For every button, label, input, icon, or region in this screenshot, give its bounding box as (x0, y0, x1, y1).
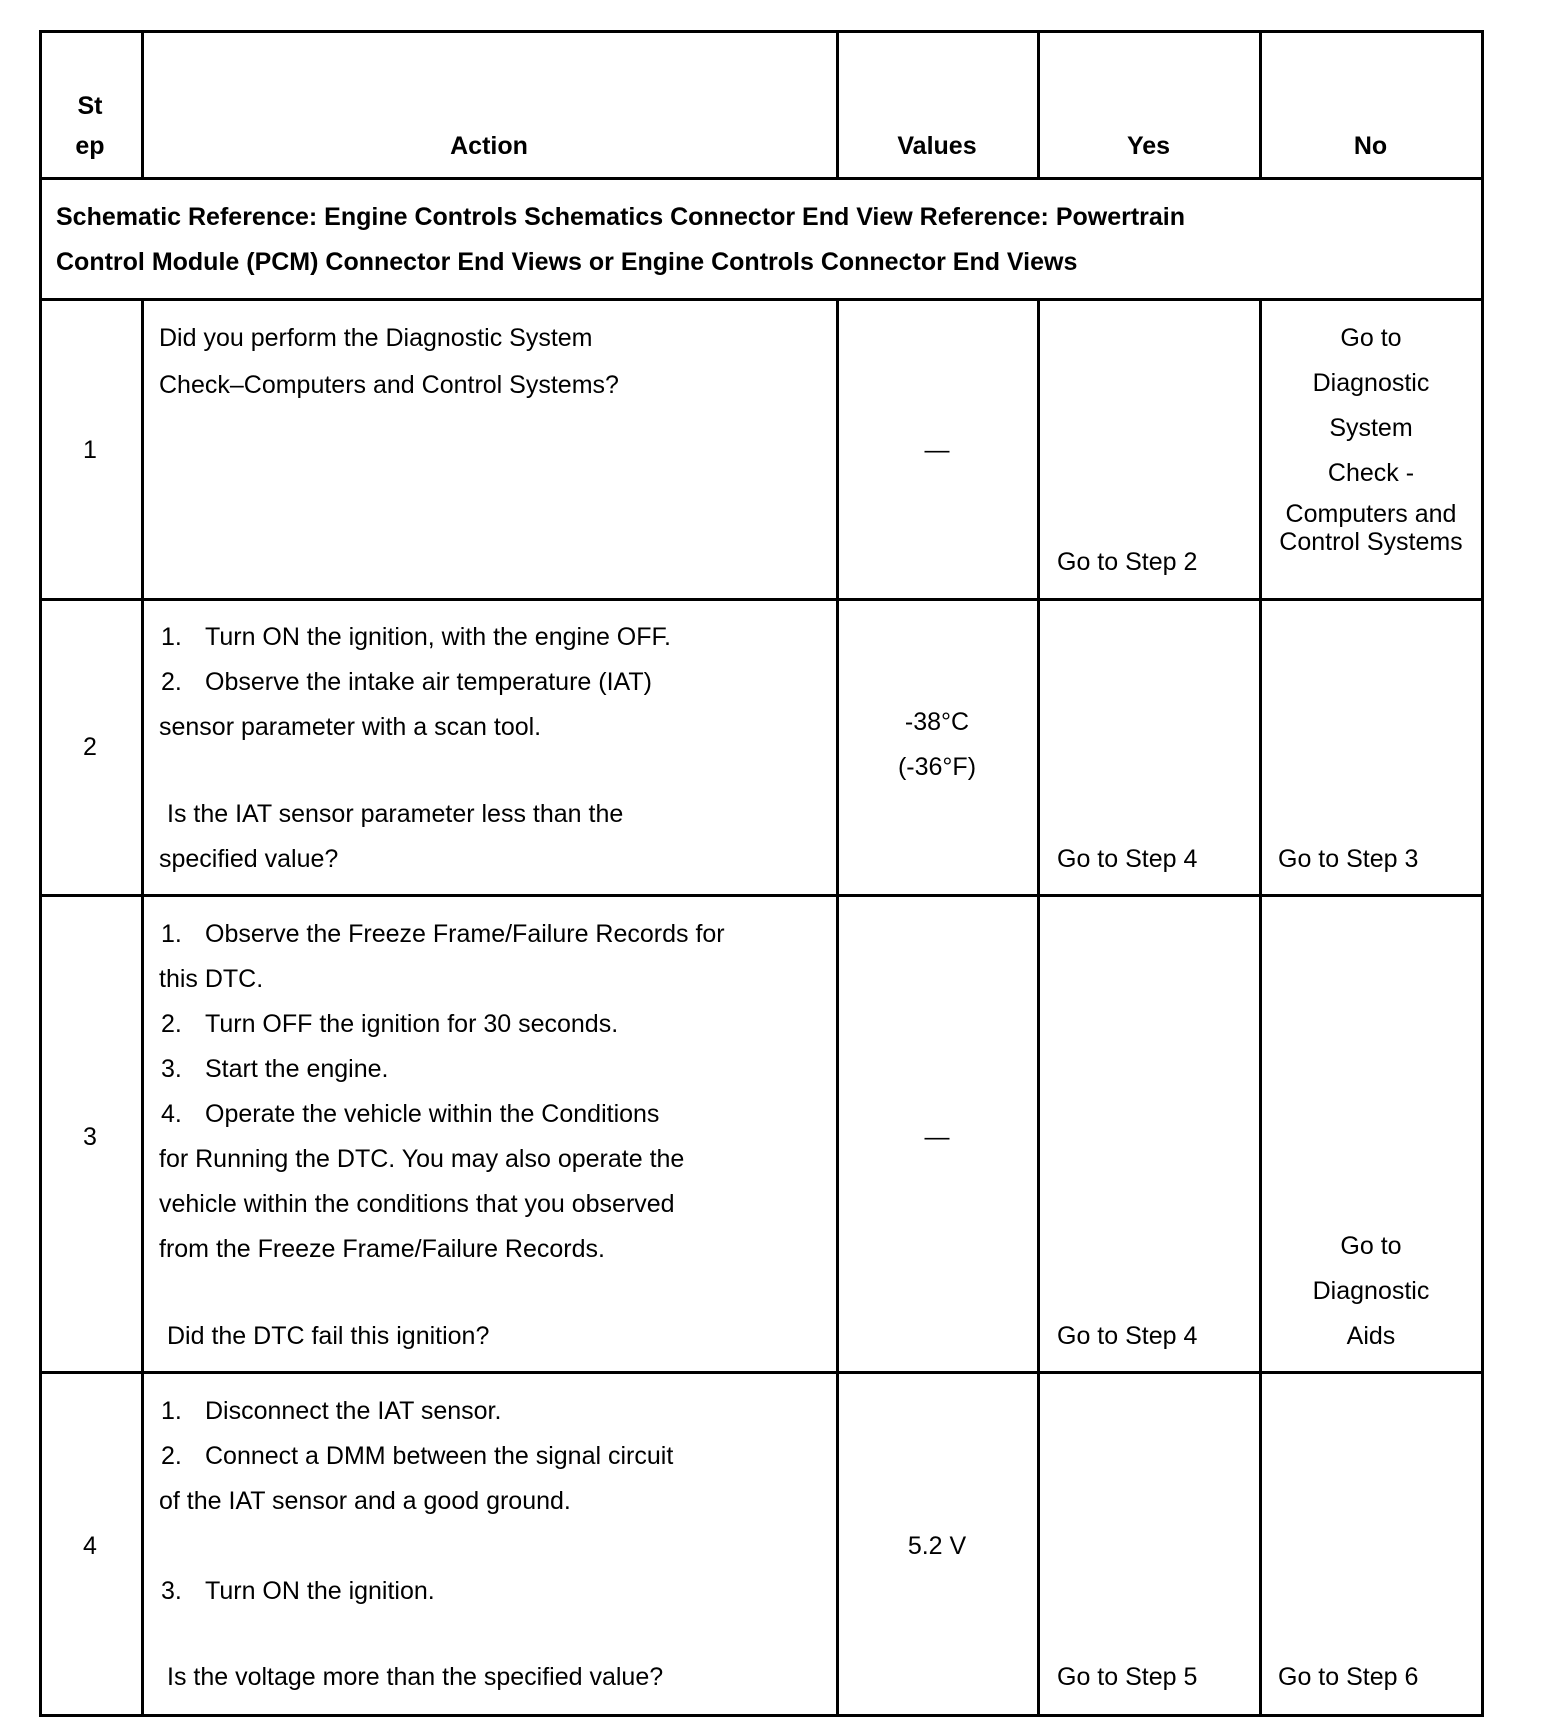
row-divider (39, 894, 1484, 897)
action-text: this DTC. (159, 965, 264, 993)
header-no: No (1353, 132, 1388, 160)
header-values: Values (897, 132, 977, 160)
header-step (44, 86, 136, 166)
col-divider (1037, 298, 1040, 1717)
action-text: sensor parameter with a scan tool. (159, 713, 542, 741)
item-text: Observe the intake air temperature (IAT) (205, 668, 652, 696)
col-divider (141, 298, 144, 1717)
action-item (153, 615, 671, 660)
action-item (153, 1002, 618, 1047)
header-yes: Yes (1126, 132, 1171, 160)
step-number: 3 (83, 1123, 97, 1151)
action-item (153, 660, 652, 705)
no-link-line: Go to (1340, 1232, 1402, 1260)
no-link-line: Control Systems (1279, 528, 1463, 556)
table-border-bottom (39, 1714, 1484, 1717)
question-text: Did the DTC fail this ignition? (167, 1322, 490, 1350)
item-number: 2. (161, 1442, 182, 1470)
no-link-line: Aids (1346, 1322, 1396, 1350)
item-text: Turn ON the ignition, with the engine OFF. (205, 623, 671, 651)
row-divider (39, 1371, 1484, 1374)
action-text: for Running the DTC. You may also operate the (159, 1145, 685, 1173)
step-number: 2 (83, 733, 97, 761)
yes-link[interactable]: Go to Step 2 (1057, 548, 1198, 576)
yes-link[interactable]: Go to Step 5 (1057, 1663, 1198, 1691)
action-item (153, 1092, 659, 1137)
value-text: — (924, 1123, 950, 1151)
value-text: (-36°F) (897, 753, 977, 781)
item-text: Operate the vehicle within the Conditions (205, 1100, 660, 1128)
table-border-top (39, 30, 1484, 33)
step-number: 4 (83, 1532, 97, 1560)
yes-link[interactable]: Go to Step 4 (1057, 1322, 1198, 1350)
action-text: from the Freeze Frame/Failure Records. (159, 1235, 605, 1263)
item-text: Connect a DMM between the signal circuit (205, 1442, 674, 1470)
action-item (153, 912, 725, 957)
question-text: Is the voltage more than the specified value? (167, 1663, 664, 1691)
diagnostic-table (39, 30, 1484, 1717)
action-text: Did you perform the Diagnostic System (159, 324, 593, 352)
action-item (153, 1434, 673, 1479)
action-text: Check–Computers and Control Systems? (159, 371, 619, 399)
no-link[interactable]: Go to Step 3 (1278, 845, 1419, 873)
yes-link[interactable]: Go to Step 4 (1057, 845, 1198, 873)
action-item (153, 1389, 501, 1434)
no-link-line: Go to (1340, 324, 1402, 352)
row-divider (39, 598, 1484, 601)
item-text: Turn OFF the ignition for 30 seconds. (205, 1010, 619, 1038)
value-text: 5.2 V (907, 1532, 967, 1560)
table-border-right (1481, 30, 1484, 1717)
question-text: specified value? (159, 845, 339, 873)
item-text: Start the engine. (205, 1055, 389, 1083)
action-item (153, 1569, 435, 1614)
header-action: Action (450, 132, 528, 160)
item-number: 1. (161, 1397, 182, 1425)
action-text: vehicle within the conditions that you observed (159, 1190, 675, 1218)
no-link-line: Diagnostic (1312, 1277, 1430, 1305)
reference-line2: Control Module (PCM) Connector End Views or Engine Controls Connector End Views (56, 248, 1078, 276)
no-link-line: Computers and (1285, 500, 1457, 528)
reference-divider (39, 298, 1484, 301)
no-link[interactable] (1265, 1224, 1477, 1359)
col-divider (836, 298, 839, 1717)
item-number: 2. (161, 1010, 182, 1038)
value-text: — (924, 436, 950, 464)
action-item (153, 1047, 388, 1092)
item-number: 1. (161, 920, 182, 948)
header-divider (39, 177, 1484, 180)
step-number: 1 (83, 436, 97, 464)
action-text: of the IAT sensor and a good ground. (159, 1487, 571, 1515)
header-step-line1: St (77, 92, 103, 120)
question-text: Is the IAT sensor parameter less than the (167, 800, 624, 828)
item-text: Disconnect the IAT sensor. (205, 1397, 502, 1425)
item-number: 4. (161, 1100, 182, 1128)
header-step-line2: ep (75, 132, 105, 160)
table-border-left (39, 30, 42, 1717)
no-link-line: System (1329, 414, 1413, 442)
col-divider (1259, 298, 1262, 1717)
item-number: 1. (161, 623, 182, 651)
no-link[interactable]: Go to Step 6 (1278, 1663, 1419, 1691)
item-text: Observe the Freeze Frame/Failure Records for (205, 920, 725, 948)
item-number: 2. (161, 668, 182, 696)
item-number: 3. (161, 1577, 182, 1605)
reference-line1: Schematic Reference: Engine Controls Schematics Connector End View Reference: Powertrain (56, 203, 1186, 231)
no-link-line: Diagnostic (1312, 369, 1430, 397)
no-link-line: Check - (1327, 459, 1415, 487)
value-text: -38°C (904, 708, 970, 736)
no-link[interactable] (1265, 316, 1477, 556)
item-number: 3. (161, 1055, 182, 1083)
item-text: Turn ON the ignition. (205, 1577, 435, 1605)
